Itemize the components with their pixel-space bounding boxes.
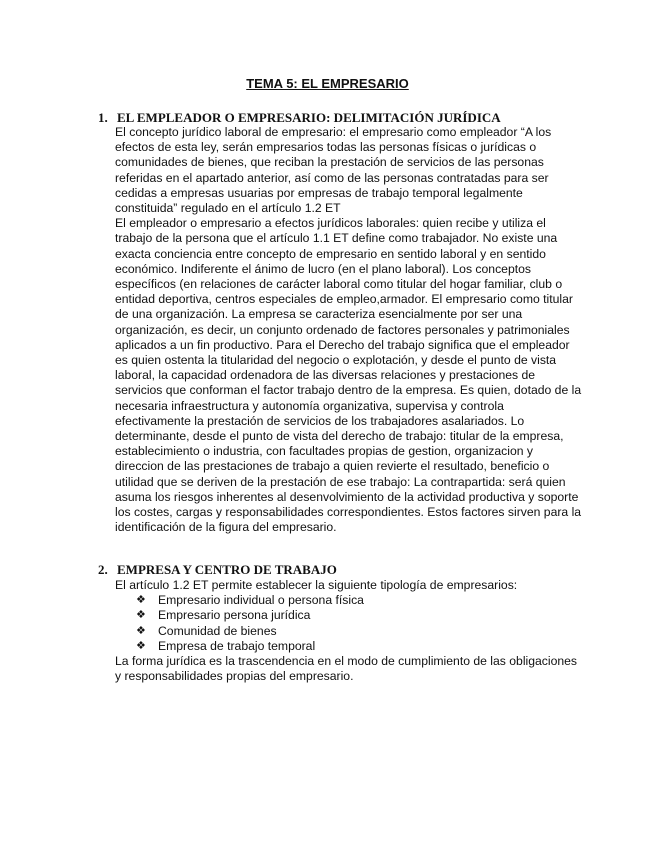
list-item: ❖ Empresa de trabajo temporal [136,638,316,653]
list-item: ❖ Empresario individual o persona física [136,593,364,608]
document-title: TEMA 5: EL EMPRESARIO [246,76,409,91]
section-1-body [115,125,583,535]
section-1-heading [98,110,501,126]
empresario-type-list [136,593,583,654]
section-1-number: 1. [98,110,108,125]
list-item: ❖ Empresario persona jurídica [136,608,311,623]
section-2-number: 2. [98,562,108,577]
section-2-intro: El artículo 1.2 ET permite establecer la siguiente tipología de empresarios: [115,578,518,592]
section-1-title: EL EMPLEADOR O EMPRESARIO: DELIMITACIÓN JURÍDICA [117,110,501,125]
section-2-heading [98,562,337,578]
diamond-bullet-icon: ❖ [136,594,146,607]
section-2-body [115,578,583,684]
section-2-title: EMPRESA Y CENTRO DE TRABAJO [117,562,337,577]
section-2-closing: La forma jurídica es la trascendencia en el modo de cumplimiento de las obligaciones y responsabilidades propias del empresario. [115,654,578,684]
section-1-paragraph-2: El empleador o empresario a efectos jurídicos laborales: quien recibe y utiliza el trabajo de la persona que el artículo 1.1 ET define como trabajador. No existe una exacta conciencia entre concepto de empresario en sentido laboral y en sentido económico. Indiferente el ánimo de lucro (en el plano laboral). Los conceptos específicos (en relaciones de carácter laboral como titular del hogar familiar, club o entidad deportiva, centros especiales de empleo,armador. El empresario como titular de una organización. La empresa se caracteriza esencialmente por ser una organización, es decir, un conjunto ordenado de factores personales y patrimoniales aplicados a un fin productivo. Para el Derecho del trabajo significa que el empleador es quien ostenta la titularidad del negocio o explotación, y desde el punto de vista laboral, la capacidad ordenadora de las diversas relaciones y prestaciones de servicios que conforman el factor trabajo dentro de la empresa. Es quien, dotado de la necesaria infraestructura y autonomía organizativa, supervisa y controla efectivamente la prestación de servicios de los trabajadores asalariados. Lo determinante, desde el punto de vista del derecho de trabajo: titular de la empresa, establecimiento o industria, con facultades propias de gestion, organizacion y direccion de las prestaciones de trabajo a quien revierte el resultado, beneficio o utilidad que se deriven de la prestación de ese trabajo: La contrapartida: será quien asuma los riesgos inherentes al desenvolvimiento de la actividad productiva y soporte los costes, cargas y responsabilidades correspondientes. Estos factores sirven para la identificación de la figura del empresario. [115,216,582,535]
diamond-bullet-icon: ❖ [136,624,146,637]
diamond-bullet-icon: ❖ [136,609,146,622]
section-1-paragraph-1: El concepto jurídico laboral de empresario: el empresario como empleador “A los efectos de esta ley, serán empresarios todas las personas físicas o jurídicas o comunidades de bienes, que reciban la prestación de servicios de las personas referidas en el apartado anterior, así como de las personas contratadas para ser cedidas a empresas usuarias por empresas de trabajo temporal legalmente constituida” regulado en el artículo 1.2 ET [115,125,552,216]
diamond-bullet-icon: ❖ [136,639,146,652]
list-item: ❖ Comunidad de bienes [136,623,277,638]
